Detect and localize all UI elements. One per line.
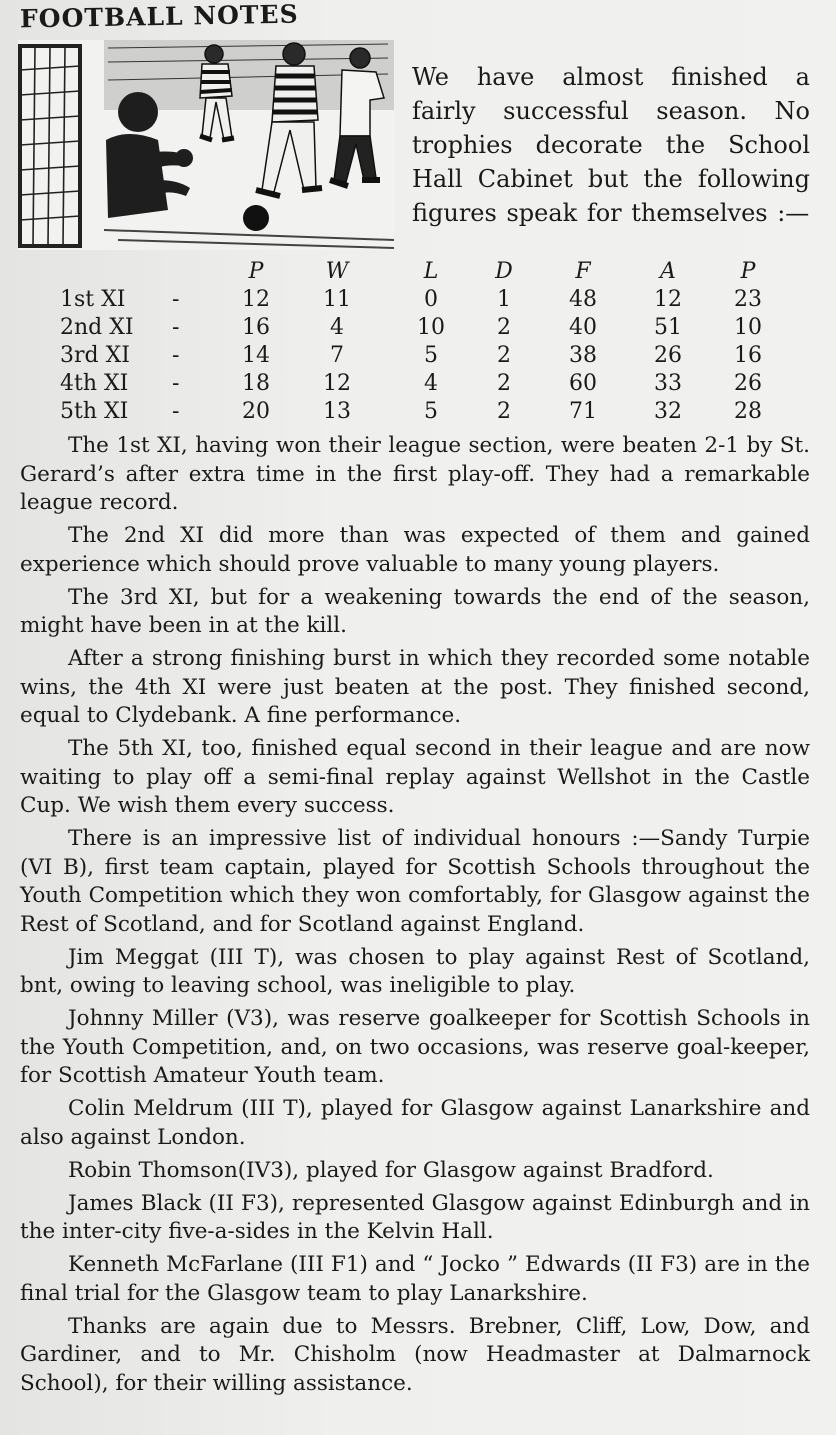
- cell-value: 0: [424, 287, 438, 312]
- paragraph-2nd-xi: The 2nd XI did more than was expected of them and gained experience which should prove valuable to many young players.: [20, 523, 810, 577]
- cell-value: 12: [654, 287, 682, 312]
- cell-value: 10: [734, 315, 762, 340]
- paragraph-thomson: Robin Thomson(IV3), played for Glasgow against Bradford.: [68, 1157, 714, 1183]
- cell-value: 14: [242, 343, 270, 368]
- football-ball: [243, 205, 269, 231]
- cell-value: 32: [654, 399, 682, 424]
- header-points: P: [740, 259, 756, 284]
- cell-value: 2: [497, 343, 511, 368]
- cell-value: 2: [497, 371, 511, 396]
- row-dash: -: [172, 287, 180, 312]
- row-dash: -: [172, 371, 180, 396]
- cell-value: 16: [242, 315, 270, 340]
- table-row: [60, 342, 788, 370]
- cell-value: 2: [497, 315, 511, 340]
- cell-value: 10: [417, 315, 445, 340]
- football-illustration: [18, 40, 394, 250]
- team-name: 5th XI: [60, 399, 129, 424]
- row-dash: -: [172, 343, 180, 368]
- cell-value: 12: [323, 371, 351, 396]
- cell-value: 71: [569, 399, 597, 424]
- row-dash: -: [172, 399, 180, 424]
- cell-value: 7: [330, 343, 344, 368]
- cell-value: 28: [734, 399, 762, 424]
- header-played: P: [248, 259, 264, 284]
- team-name: 1st XI: [60, 287, 126, 312]
- table-row: [60, 286, 788, 314]
- header-against: A: [660, 259, 676, 284]
- table-row: [60, 370, 788, 398]
- table-row: [60, 398, 788, 426]
- cell-value: 5: [424, 343, 438, 368]
- paragraph-meldrum: Colin Meldrum (III T), played for Glasgow against Lanarkshire and also against London.: [20, 1096, 810, 1150]
- header-lost: L: [423, 259, 439, 284]
- cell-value: 11: [323, 287, 351, 312]
- cell-value: 5: [424, 399, 438, 424]
- cell-value: 20: [242, 399, 270, 424]
- results-header-row: [60, 258, 788, 286]
- paragraph-thanks: Thanks are again due to Messrs. Brebner, Cliff, Low, Dow, and Gardiner, and to Mr. Chisholm (now Headmaster at Dalmarnock School), for their willing assistance.: [20, 1313, 810, 1396]
- cell-value: 18: [242, 371, 270, 396]
- intro-paragraph: We have almost finished a fairly successful season. No trophies decorate the School Hall Cabinet but the following figures speak for themselves :—: [412, 63, 810, 227]
- cell-value: 38: [569, 343, 597, 368]
- table-row: [60, 314, 788, 342]
- team-name: 2nd XI: [60, 315, 134, 340]
- paragraph-miller: Johnny Miller (V3), was reserve goalkeeper for Scottish Schools in the Youth Competition, and, on two occasions, was reserve goal-keeper, for Scottish Amateur Youth team.: [20, 1006, 810, 1088]
- cell-value: 1: [497, 287, 511, 312]
- paragraph-black: James Black (II F3), represented Glasgow against Edinburgh and in the inter-city five-a-sides in the Kelvin Hall.: [20, 1190, 810, 1244]
- cell-value: 16: [734, 343, 762, 368]
- header-drawn: D: [495, 259, 513, 284]
- cell-value: 12: [242, 287, 270, 312]
- row-dash: -: [172, 315, 180, 340]
- cell-value: 26: [734, 371, 762, 396]
- article-body: [20, 432, 810, 1403]
- cell-value: 26: [654, 343, 682, 368]
- cell-value: 4: [424, 371, 438, 396]
- team-name: 3rd XI: [60, 343, 130, 368]
- paragraph-meggat: Jim Meggat (III T), was chosen to play against Rest of Scotland, bnt, owing to leaving school, was ineligible to play.: [20, 944, 810, 998]
- cell-value: 48: [569, 287, 597, 312]
- results-table: [60, 258, 788, 426]
- cell-value: 4: [330, 315, 344, 340]
- paragraph-3rd-xi: The 3rd XI, but for a weakening towards the end of the season, might have been in at the kill.: [20, 584, 810, 638]
- paragraph-5th-xi: The 5th XI, too, finished equal second in their league and are now waiting to play off a semi-final replay against Wellshot in the Castle Cup. We wish them every success.: [20, 736, 810, 818]
- paragraph-1st-xi: The 1st XI, having won their league section, were beaten 2-1 by St. Gerard’s after extra time in the first play-off. They had a remarkable league record.: [20, 433, 810, 515]
- header-for: F: [575, 259, 591, 284]
- cell-value: 33: [654, 371, 682, 396]
- paragraph-4th-xi: After a strong finishing burst in which they recorded some notable wins, the 4th XI were just beaten at the post. They finished second, equal to Clydebank. A fine performance.: [20, 646, 810, 728]
- page-title: FOOTBALL NOTES: [19, 0, 299, 34]
- cell-value: 23: [734, 287, 762, 312]
- paragraph-mcfarlane: Kenneth McFarlane (III F1) and “ Jocko ” Edwards (II F3) are in the final trial for the Glasgow team to play Lanarkshire.: [20, 1252, 810, 1306]
- cell-value: 2: [497, 399, 511, 424]
- cell-value: 40: [569, 315, 597, 340]
- paragraph-honours: There is an impressive list of individual honours :—Sandy Turpie (VI B), first team captain, played for Scottish Schools throughout the Youth Competition which they won comfortably, for Glasgow against the Rest of Scotland, and for Scotland against England.: [20, 826, 810, 937]
- cell-value: 13: [323, 399, 351, 424]
- team-name: 4th XI: [60, 371, 129, 396]
- header-won: W: [325, 259, 349, 284]
- cell-value: 60: [569, 371, 597, 396]
- cell-value: 51: [654, 315, 682, 340]
